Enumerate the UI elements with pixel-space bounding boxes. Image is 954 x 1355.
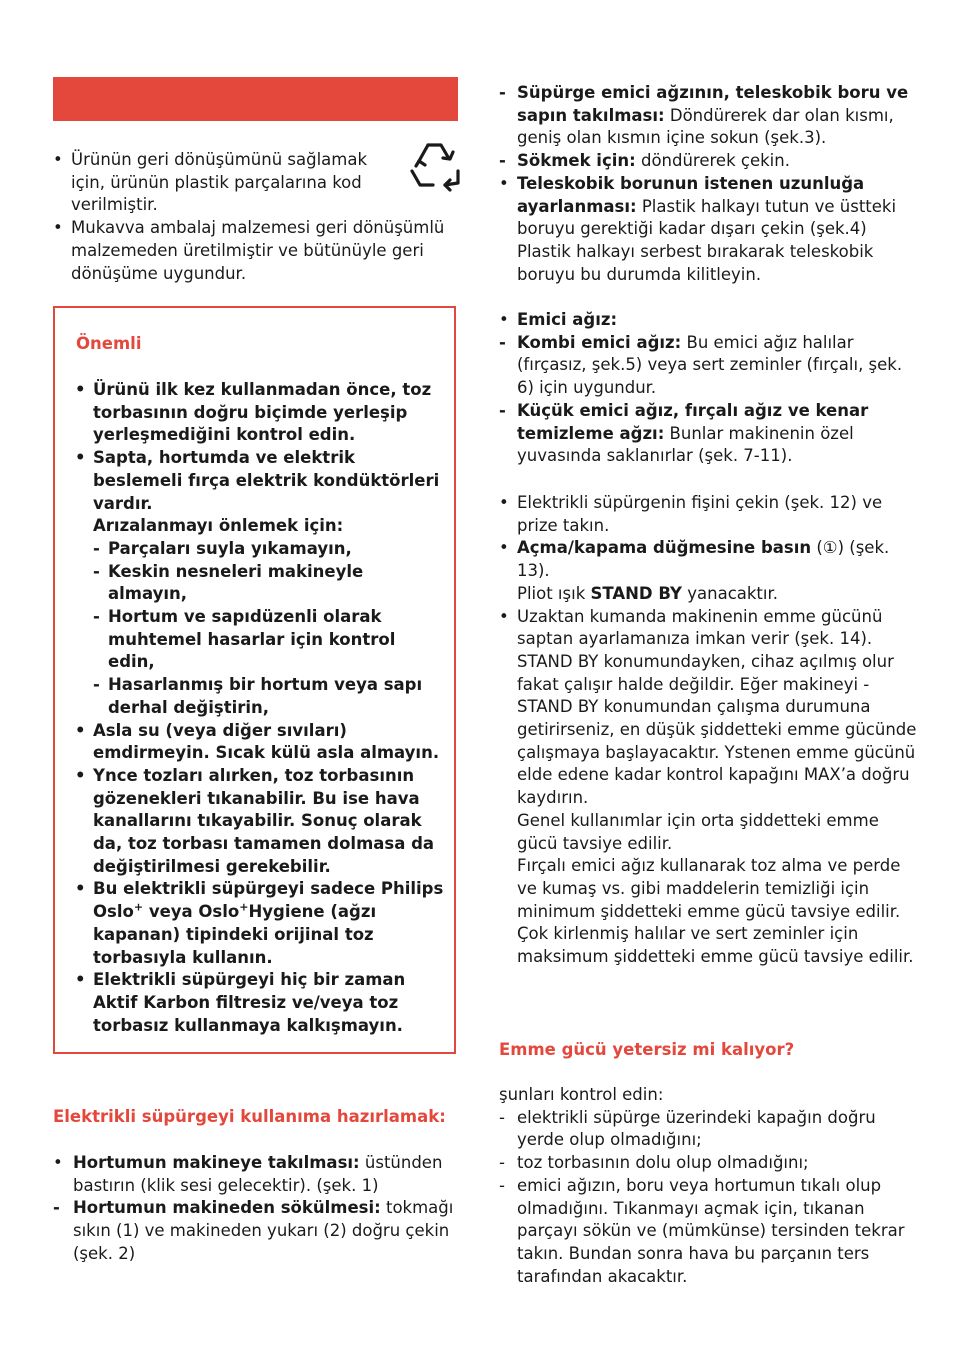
important-item-2: Sapta, hortumda ve elektrik beslemeli fırça elektrik kondüktörleri vardır. — [93, 448, 440, 513]
tube-assembly-text: Döndürerek dar olan kısmı, geniş olan kısmın içine sokun (şek.3). — [517, 105, 894, 148]
combi-nozzle-label: Kombi emici ağız: — [517, 332, 682, 352]
list-item — [75, 765, 445, 879]
bullet-marker: • — [75, 765, 86, 785]
small-nozzle-text: Bunlar makinenin özel yuvasında saklanırlar (şek. 7-11). — [517, 423, 854, 466]
important-box — [53, 306, 456, 1054]
list-item — [93, 606, 445, 674]
important-item-1: Ürünü ilk kez kullanmadan önce, toz torbasının doğru biçimde yerleşip yerleşmediğini kontrol edin. — [93, 380, 432, 445]
dash-marker: - — [93, 675, 100, 695]
important-item-3: Asla su (veya diğer sıvıları) emdirmeyin. Sıcak külü asla almayın. — [93, 720, 440, 763]
power-button-label: Açma/kapama düğmesine basın — [517, 538, 812, 558]
list-item — [499, 1107, 919, 1152]
list-item — [499, 492, 919, 537]
important-item-5c: Hygiene (ağzı kapanan) tipindeki orijinal toz torbasıyla kullanın. — [93, 902, 377, 967]
list-item — [53, 217, 458, 285]
dash-marker: - — [499, 1153, 505, 1173]
check-intro: şunları kontrol edin: — [499, 1085, 664, 1104]
sub-item-3: Hortum ve sapıdüzenli olarak muhtemel hasarlar için kontrol edin, — [108, 607, 396, 672]
list-item — [499, 1152, 919, 1175]
bullet-marker: • — [53, 1153, 63, 1172]
small-nozzle-label: Küçük emici ağız, fırçalı ağız ve kenar temizleme ağzı: — [517, 400, 869, 443]
assembly-instructions — [499, 82, 919, 286]
list-item — [499, 173, 919, 287]
power-button-text: (①) (şek. 13). — [517, 538, 890, 581]
hose-detach-text: tokmağı sıkın (1) ve makineden yukarı (2) doğru çekin (şek. 2) — [73, 1198, 454, 1263]
list-item — [93, 674, 445, 719]
important-item-2-sub: Arızalanmayı önlemek için: — [93, 516, 344, 536]
important-list — [75, 379, 445, 1037]
combi-nozzle-text: Bu emici ağız halılar (fırçasız, şek.5) veya sert zeminler (fırçalı, şek. 6) için uygundur. — [517, 332, 903, 398]
bullet-marker: • — [75, 380, 86, 399]
nozzle-label: Emici ağız: — [517, 310, 618, 329]
pilot-light-tail: yanacaktır. — [682, 583, 778, 603]
list-item — [499, 1175, 919, 1289]
dash-marker: - — [499, 1175, 505, 1195]
list-item — [93, 538, 445, 561]
bullet-marker: • — [75, 448, 86, 468]
important-item-5b: veya Oslo — [148, 902, 240, 922]
dash-marker: - — [499, 151, 506, 171]
prep-heading: Elektrikli süpürgeyi kullanıma hazırlamak: — [53, 1107, 446, 1126]
list-item — [75, 720, 445, 765]
important-item-5a: Bu elektrikli süpürgeyi sadece Philips Oslo — [93, 879, 444, 922]
plug-in-text: Elektrikli süpürgenin fişini çekin (şek. 12) ve prize takın. — [517, 493, 883, 535]
section-header-bar — [53, 77, 458, 121]
important-title: Önemli — [76, 334, 142, 353]
plus-mark: + — [133, 900, 144, 914]
dash-marker: - — [93, 607, 100, 627]
sub-item-1: Parçaları suyla yıkamayın, — [108, 538, 352, 558]
important-item-4: Ynce tozları alırken, toz torbasının gözenekleri tıkanabilir. Bu ise hava kanallarını tıkayabilir. Sonuç olarak da, toz torbası tamamen dolmasa da değiştirilmesi gerekebilir. — [93, 765, 435, 876]
hose-instructions — [53, 1152, 458, 1266]
dash-marker: - — [499, 332, 506, 352]
list-item — [93, 561, 445, 606]
general-use-text: Genel kullanımlar için orta şiddetteki emme gücü tavsiye edilir. — [517, 810, 879, 853]
check-item-3: emici ağızın, boru veya hortumun tıkalı olup olmadığını. Tıkanmayı açmak için, tıkanan parçayı sökün ve (mümkünse) tersinden tekrar takın. Bundan sonra hava bu parçanın ters tarafından akacaktır. — [517, 1175, 905, 1286]
detach-text: döndürerek çekin. — [635, 151, 790, 171]
sub-item-4: Hasarlanmış bir hortum veya sapı derhal değiştirin, — [108, 675, 423, 717]
list-item — [53, 149, 371, 217]
suction-heading: Emme gücü yetersiz mi kalıyor? — [499, 1040, 795, 1059]
list-item — [53, 1197, 458, 1265]
bullet-marker: • — [75, 970, 86, 990]
bullet-marker: • — [53, 150, 63, 169]
list-item — [499, 82, 919, 150]
telescopic-text: Plastik halkayı tutun ve üstteki boruyu gerektiği kadar dışarı çekin (şek.4) Plastik halkayı serbest bırakarak teleskobik boruyu bu durumda kilitleyin. — [517, 196, 897, 284]
bullet-marker: • — [499, 538, 509, 558]
brush-use-text: Fırçalı emici ağız kullanarak toz alma ve perde ve kumaş vs. gibi maddelerin temizliği için minimum şiddetteki emme gücü tavsiye edilir. Çok kirlenmiş halılar ve sert zeminler için maksimum şiddetteki emme gücü tavsiye edilir. — [517, 856, 914, 967]
list-item — [499, 150, 919, 173]
bullet-marker: • — [499, 173, 509, 193]
list-item — [499, 537, 919, 605]
bullet-marker: • — [53, 218, 63, 238]
sub-item-2: Keskin nesneleri makineyle almayın, — [108, 561, 364, 604]
recycling-notes — [53, 149, 458, 285]
list-item — [75, 878, 445, 969]
pilot-light-text: Pliot ışık — [517, 583, 591, 603]
plus-mark: + — [239, 900, 249, 914]
standby-label: STAND BY — [590, 583, 682, 603]
check-item-2: toz torbasının dolu olup olmadığını; — [517, 1153, 809, 1173]
recycle-note-2: Mukavva ambalaj malzemesi geri dönüşümlü malzemeden üretilmiştir ve bütünüyle geri dönüşüme uygundur. — [71, 218, 445, 283]
dash-marker: - — [499, 83, 506, 102]
dash-marker: - — [53, 1198, 60, 1218]
dash-marker: - — [499, 400, 506, 420]
list-item — [499, 309, 919, 332]
list-item — [53, 1152, 458, 1197]
hose-detach-label: Hortumun makineden sökülmesi: — [73, 1198, 381, 1218]
detach-label: Sökmek için: — [517, 151, 636, 171]
important-item-6: Elektrikli süpürgeyi hiç bir zaman Aktif Karbon filtresiz ve/veya toz torbasız kullanmaya kalkışmayın. — [93, 970, 406, 1035]
tube-assembly-label: Süpürge emici ağzının, teleskobik boru ve sapın takılması: — [517, 83, 909, 125]
list-item — [75, 379, 445, 447]
dash-marker: - — [499, 1107, 505, 1127]
telescopic-label: Teleskobik borunun istenen uzunluğa ayarlanması: — [517, 173, 865, 216]
list-item — [75, 969, 445, 1037]
bullet-marker: • — [499, 493, 509, 512]
remote-control-text: Uzaktan kumanda makinenin emme gücünü saptan ayarlamanıza imkan verir (şek. 14). STAND BY konumundayken, cihaz açılmış olur fakat çalışır halde değildir. Eğer makineyi - STAND BY konumundan çalışma durumuna getirirseniz, en düşük şiddetteki emme gücünde çalışmaya başlayacaktır. Ystenen emme gücünü elde edene kadar kontrol kapağını MAX’a doğru kaydırın. — [517, 606, 917, 808]
bullet-marker: • — [75, 879, 86, 899]
list-item — [499, 332, 919, 400]
operation-instructions — [499, 492, 919, 969]
dash-marker: - — [93, 538, 100, 558]
check-item-1: elektrikli süpürge üzerindeki kapağın doğru yerde olup olmadığını; — [517, 1107, 876, 1150]
dash-marker: - — [93, 561, 100, 581]
bullet-marker: • — [75, 720, 86, 740]
bullet-marker: • — [499, 606, 509, 626]
hose-attach-text: üstünden bastırın (klik sesi gelecektir). (şek. 1) — [73, 1153, 443, 1195]
nozzle-instructions — [499, 309, 919, 468]
list-item — [75, 447, 445, 719]
list-item — [499, 606, 919, 969]
recycle-note-1: Ürünün geri dönüşümünü sağlamak için, ürünün plastik parçalarına kod verilmiştir. — [71, 150, 368, 215]
list-item — [499, 400, 919, 468]
bullet-marker: • — [499, 310, 509, 329]
hose-attach-label: Hortumun makineye takılması: — [73, 1153, 360, 1172]
suction-checks — [499, 1084, 919, 1288]
